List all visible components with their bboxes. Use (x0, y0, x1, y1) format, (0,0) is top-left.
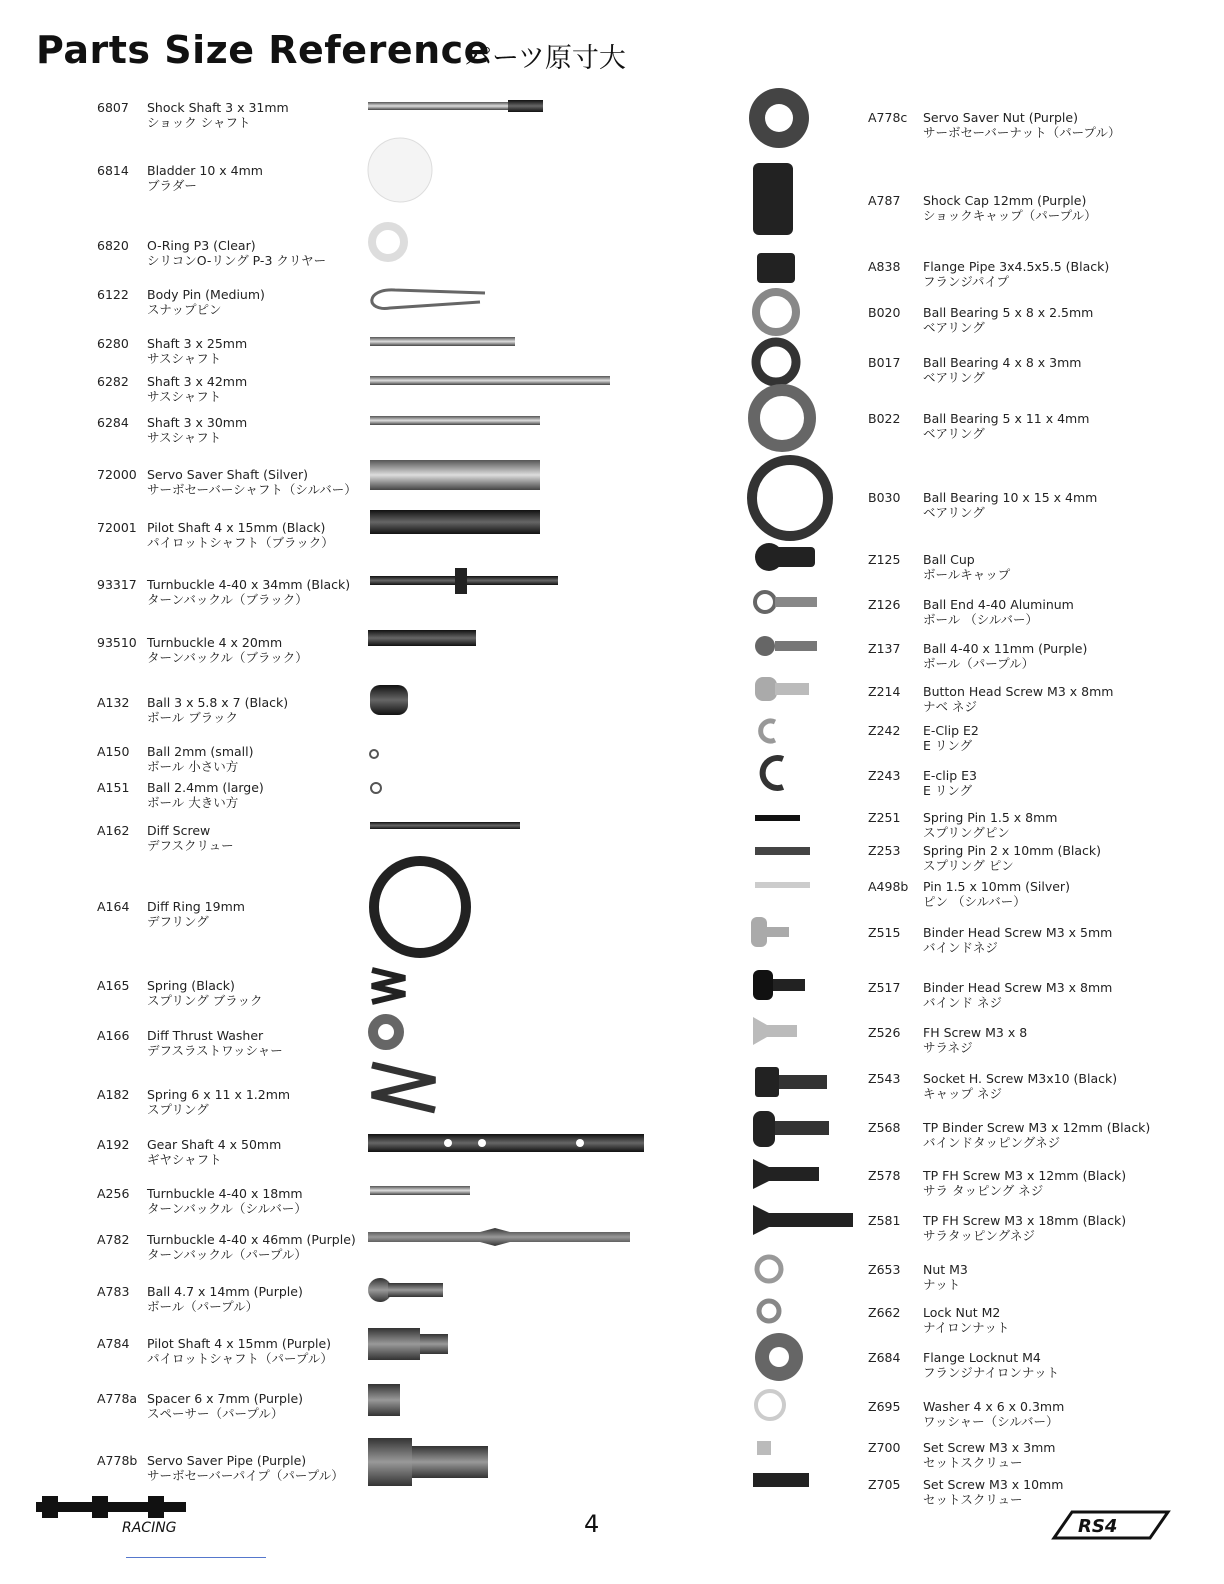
part-code: A783 (97, 1284, 130, 1299)
part-description (147, 1186, 307, 1216)
part-name-jp: ショックキャップ（パープル） (923, 208, 1097, 223)
tp-fh-part (753, 1159, 819, 1189)
part-code: A166 (97, 1028, 130, 1043)
part-name: Ball 4-40 x 11mm (Purple) (923, 641, 1088, 656)
part-name: FH Screw M3 x 8 (923, 1025, 1028, 1040)
part-name: Diff Ring 19mm (147, 899, 245, 914)
part-description (923, 597, 1074, 627)
part-code: Z526 (868, 1025, 901, 1040)
part-code: B020 (868, 305, 901, 320)
part-description (923, 193, 1097, 223)
shaft-part (370, 376, 610, 385)
pilot-purple-part (368, 1328, 420, 1360)
part-name: Gear Shaft 4 x 50mm (147, 1137, 282, 1152)
part-description (923, 305, 1093, 335)
part-description (147, 1028, 283, 1058)
part-code: A165 (97, 978, 130, 993)
ball-end-part (755, 592, 775, 612)
part-code: Z125 (868, 552, 901, 567)
part-description (923, 1305, 1009, 1335)
lock-nut-part (759, 1301, 779, 1321)
part-name-jp: デフスクリュー (147, 838, 234, 853)
part-code: 72001 (97, 520, 137, 535)
part-name-jp: ターンバックル（パープル） (147, 1247, 307, 1262)
part-name-jp: デフスラストワッシャー (147, 1043, 283, 1058)
part-description (923, 490, 1097, 520)
part-description (147, 336, 247, 366)
binder-screw-part (751, 917, 767, 947)
part-code: 72000 (97, 467, 137, 482)
part-description (147, 744, 253, 774)
pin-part (755, 847, 810, 855)
hpi-racing-logo (36, 1496, 206, 1536)
part-name: Bladder 10 x 4mm (147, 163, 263, 178)
part-name: E-clip E3 (923, 768, 977, 783)
part-name-jp: ナット (923, 1277, 961, 1292)
part-name-jp: ナイロンナット (923, 1320, 1010, 1335)
part-name-jp: ベアリング (923, 320, 985, 335)
part-name: Set Screw M3 x 10mm (923, 1477, 1064, 1492)
part-code: A784 (97, 1336, 130, 1351)
part-name-jp: サスシャフト (147, 389, 222, 404)
pilot-shaft-part (370, 510, 540, 534)
part-name: Body Pin (Medium) (147, 287, 265, 302)
shock-cap-part (753, 163, 793, 235)
part-name: Set Screw M3 x 3mm (923, 1440, 1056, 1455)
part-name-jp: サーボセーバーシャフト（シルバー） (147, 482, 357, 497)
part-description (147, 695, 288, 725)
part-name: Flange Locknut M4 (923, 1350, 1041, 1365)
part-description (147, 287, 265, 317)
fh-screw-part (753, 1017, 797, 1045)
part-description (923, 879, 1070, 909)
turnbuckle-short-part (368, 630, 476, 646)
part-name: Spring 6 x 11 x 1.2mm (147, 1087, 291, 1102)
part-description (147, 1391, 303, 1421)
part-description (147, 635, 308, 665)
part-name-jp: スプリング (147, 1102, 209, 1117)
page-title-jp: パーツ原寸大 (465, 43, 626, 74)
part-description (147, 577, 350, 607)
part-code: A778b (97, 1453, 138, 1468)
part-name-jp: ショック シャフト (147, 115, 251, 130)
part-name: Ball 4.7 x 14mm (Purple) (147, 1284, 303, 1299)
part-description (147, 415, 247, 445)
part-code: 93317 (97, 577, 137, 592)
part-description (923, 1262, 968, 1292)
part-name: Ball Bearing 4 x 8 x 3mm (923, 355, 1082, 370)
part-code: A162 (97, 823, 130, 838)
part-code: Z517 (868, 980, 901, 995)
part-description (147, 1137, 281, 1167)
part-name: Servo Saver Nut (Purple) (923, 110, 1078, 125)
part-name: Turnbuckle 4-40 x 34mm (Black) (147, 577, 351, 592)
body-pin-part (372, 290, 485, 309)
part-name-jp: バインドネジ (923, 940, 998, 955)
svg-text:RS4: RS4 (1078, 1516, 1118, 1537)
part-name-jp: スナップピン (147, 302, 222, 317)
part-code: A132 (97, 695, 130, 710)
left-parts-illustrations (360, 90, 660, 1510)
part-code: 6122 (97, 287, 129, 302)
binder-screw-part (753, 970, 773, 1000)
shaft-part (370, 337, 515, 346)
part-name-jp: スプリングピン (923, 825, 1010, 840)
part-name: Spring Pin 2 x 10mm (Black) (923, 843, 1102, 858)
part-description (147, 100, 289, 130)
diff-screw-part (370, 822, 520, 829)
part-description (147, 823, 234, 853)
part-name-jp: セットスクリュー (923, 1492, 1023, 1507)
part-code: A164 (97, 899, 130, 914)
shaft-part (370, 416, 540, 425)
part-name: Binder Head Screw M3 x 8mm (923, 980, 1113, 995)
part-name-jp: サラタッピングネジ (923, 1228, 1036, 1243)
part-description (147, 1087, 290, 1117)
part-name-jp: ボール ブラック (147, 710, 238, 725)
part-name: Flange Pipe 3x4.5x5.5 (Black) (923, 259, 1110, 274)
part-name: Ball 3 x 5.8 x 7 (Black) (147, 695, 289, 710)
small-ball-part (370, 750, 378, 758)
bearing-part (756, 342, 796, 382)
part-description (147, 467, 357, 497)
part-code: Z543 (868, 1071, 901, 1086)
set-screw-part (753, 1473, 809, 1487)
part-description (147, 1284, 303, 1314)
part-name: Ball Bearing 10 x 15 x 4mm (923, 490, 1098, 505)
part-name: Shaft 3 x 42mm (147, 374, 248, 389)
part-name: Servo Saver Pipe (Purple) (147, 1453, 307, 1468)
part-description (923, 1120, 1150, 1150)
part-code: 6820 (97, 238, 129, 253)
part-description (923, 1477, 1063, 1507)
part-code: Z253 (868, 843, 901, 858)
part-code: 93510 (97, 635, 137, 650)
part-code: Z695 (868, 1399, 901, 1414)
part-name-jp: デフリング (147, 914, 209, 929)
part-name: O-Ring P3 (Clear) (147, 238, 256, 253)
part-name: Servo Saver Shaft (Silver) (147, 467, 309, 482)
part-description (147, 520, 334, 550)
pin-part (755, 882, 810, 888)
part-name-jp: スプリング ブラック (147, 993, 263, 1008)
part-code: Z653 (868, 1262, 901, 1277)
part-description (923, 641, 1087, 671)
part-description (147, 238, 326, 268)
part-name-jp: サラ タッピング ネジ (923, 1183, 1044, 1198)
part-name: TP FH Screw M3 x 12mm (Black) (923, 1168, 1127, 1183)
part-code: B030 (868, 490, 901, 505)
part-name-jp: スプリング ピン (923, 858, 1014, 873)
part-code: A498b (868, 879, 909, 894)
button-screw-part (755, 677, 777, 701)
small-ball-part (371, 783, 381, 793)
part-name: Washer 4 x 6 x 0.3mm (923, 1399, 1065, 1414)
part-name-jp: ギヤシャフト (147, 1152, 222, 1167)
turnbuckle-silver-part (370, 1186, 470, 1195)
part-name-jp: バインドタッピングネジ (923, 1135, 1061, 1150)
part-name: E-Clip E2 (923, 723, 979, 738)
part-description (923, 259, 1109, 289)
part-name: Turnbuckle 4 x 20mm (147, 635, 283, 650)
part-name-jp: ベアリング (923, 370, 985, 385)
pin-part (755, 815, 800, 821)
part-code: 6814 (97, 163, 129, 178)
part-code: B017 (868, 355, 901, 370)
part-code: A256 (97, 1186, 130, 1201)
part-name-jp: ターンバックル（ブラック） (147, 650, 308, 665)
nut-part (757, 1257, 781, 1281)
part-description (923, 1350, 1059, 1380)
part-name: Shock Shaft 3 x 31mm (147, 100, 289, 115)
tp-binder-part (753, 1111, 775, 1147)
part-name: TP FH Screw M3 x 18mm (Black) (923, 1213, 1127, 1228)
part-name: Spring (Black) (147, 978, 235, 993)
part-name-jp: パイロットシャフト（パープル） (147, 1351, 333, 1366)
part-code: Z214 (868, 684, 901, 699)
part-name: Ball Bearing 5 x 11 x 4mm (923, 411, 1090, 426)
part-name-jp: サーボセーバーパイプ（パープル） (147, 1468, 344, 1483)
part-description (147, 1232, 356, 1262)
part-description (923, 1213, 1126, 1243)
part-name-jp: シリコンO-リング P-3 クリヤー (147, 253, 327, 268)
part-name-jp: ボール 大きい方 (147, 795, 239, 810)
part-name-jp: サーボセーバーナット（パープル） (923, 125, 1121, 140)
part-name-jp: サスシャフト (147, 430, 222, 445)
rs4-rally-logo (1050, 1508, 1172, 1542)
part-name: Shaft 3 x 25mm (147, 336, 248, 351)
part-code: Z515 (868, 925, 901, 940)
tp-fh-long-part (753, 1205, 853, 1235)
spring-part (372, 1065, 435, 1110)
ball-black-part (370, 685, 408, 715)
part-code: A151 (97, 780, 130, 795)
part-name: Turnbuckle 4-40 x 18mm (147, 1186, 303, 1201)
bladder-part (368, 138, 432, 202)
part-name-jp: ターンバックル（シルバー） (147, 1201, 307, 1216)
part-name: Ball 2.4mm (large) (147, 780, 264, 795)
page-title: Parts Size Reference (36, 28, 490, 72)
part-name: Diff Screw (147, 823, 211, 838)
spring-small-part (372, 970, 405, 1002)
part-name: Pin 1.5 x 10mm (Silver) (923, 879, 1070, 894)
part-name-jp: フランジパイプ (923, 274, 1009, 289)
part-name: Turnbuckle 4-40 x 46mm (Purple) (147, 1232, 356, 1247)
part-name-jp: ボールキャップ (923, 567, 1011, 582)
part-code: Z662 (868, 1305, 901, 1320)
part-name-jp: ベアリング (923, 505, 985, 520)
part-code: A782 (97, 1232, 130, 1247)
svg-text:RACING: RACING (122, 1520, 177, 1536)
link-underline (126, 1557, 266, 1558)
part-code: Z568 (868, 1120, 901, 1135)
gear-shaft-part (368, 1134, 644, 1152)
part-name-jp: ナベ ネジ (923, 699, 977, 714)
part-name: Ball End 4-40 Aluminum (923, 597, 1074, 612)
part-name: TP Binder Screw M3 x 12mm (Black) (923, 1120, 1151, 1135)
part-name-jp: E リング (923, 738, 973, 753)
part-description (923, 355, 1081, 385)
saver-pipe-part (368, 1438, 412, 1486)
part-code: Z700 (868, 1440, 901, 1455)
part-name-jp: ボール 小さい方 (147, 759, 239, 774)
part-name-jp: ボール （シルバー） (923, 612, 1039, 627)
eclip-part (761, 721, 775, 741)
bearing-part (752, 460, 828, 536)
part-description (923, 810, 1057, 840)
part-name-jp: パイロットシャフト（ブラック） (147, 535, 334, 550)
part-name: Nut M3 (923, 1262, 968, 1277)
ball-end-part (755, 636, 775, 656)
part-description (923, 1399, 1064, 1429)
part-name: Lock Nut M2 (923, 1305, 1001, 1320)
right-parts-illustrations (745, 85, 865, 1505)
part-name: Spacer 6 x 7mm (Purple) (147, 1391, 304, 1406)
part-description (923, 925, 1112, 955)
part-code: Z581 (868, 1213, 901, 1228)
part-code: Z137 (868, 641, 901, 656)
washer-thin-part (756, 1391, 784, 1419)
part-name: Ball Bearing 5 x 8 x 2.5mm (923, 305, 1094, 320)
o-ring-part (372, 226, 404, 258)
part-description (147, 1453, 344, 1483)
bearing-part (754, 390, 810, 446)
part-name-jp: ピン （シルバー） (923, 894, 1026, 909)
part-description (923, 1168, 1126, 1198)
part-description (147, 1336, 333, 1366)
part-description (147, 163, 263, 193)
part-description (923, 843, 1101, 873)
part-code: Z251 (868, 810, 901, 825)
part-name-jp: バインド ネジ (923, 995, 1002, 1010)
part-description (923, 110, 1121, 140)
set-screw-part (757, 1441, 771, 1455)
part-code: A192 (97, 1137, 130, 1152)
part-name: Ball Cup (923, 552, 975, 567)
part-name-jp: サスシャフト (147, 351, 222, 366)
part-name-jp: サラネジ (923, 1040, 973, 1055)
part-name-jp: E リング (923, 783, 973, 798)
part-name: Binder Head Screw M3 x 5mm (923, 925, 1113, 940)
part-code: A182 (97, 1087, 130, 1102)
part-code: Z242 (868, 723, 901, 738)
part-name: Button Head Screw M3 x 8mm (923, 684, 1114, 699)
part-name: Ball 2mm (small) (147, 744, 254, 759)
part-description (147, 978, 262, 1008)
socket-screw-part (755, 1067, 779, 1097)
part-name-jp: ワッシャー（シルバー） (923, 1414, 1059, 1429)
part-name: Shaft 3 x 30mm (147, 415, 248, 430)
part-code: Z705 (868, 1477, 901, 1492)
part-description (923, 723, 979, 753)
part-code: 6280 (97, 336, 129, 351)
part-code: 6282 (97, 374, 129, 389)
part-description (923, 411, 1089, 441)
part-name-jp: ベアリング (923, 426, 985, 441)
part-description (923, 768, 977, 798)
part-description (923, 684, 1113, 714)
part-name: Pilot Shaft 4 x 15mm (Purple) (147, 1336, 332, 1351)
part-code: Z578 (868, 1168, 901, 1183)
part-code: 6284 (97, 415, 129, 430)
part-code: A150 (97, 744, 130, 759)
part-name-jp: ボール（パープル） (923, 656, 1035, 671)
part-name: Diff Thrust Washer (147, 1028, 264, 1043)
part-name: Socket H. Screw M3x10 (Black) (923, 1071, 1118, 1086)
part-name-jp: セットスクリュー (923, 1455, 1023, 1470)
part-description (147, 899, 245, 929)
washer-part (373, 1019, 399, 1045)
diff-ring-part (374, 861, 466, 953)
part-name-jp: フランジナイロンナット (923, 1365, 1060, 1380)
part-description (147, 374, 247, 404)
part-name: Shock Cap 12mm (Purple) (923, 193, 1087, 208)
spacer-part (368, 1384, 400, 1416)
part-code: A778a (97, 1391, 138, 1406)
part-description (923, 1440, 1055, 1470)
part-name-jp: ボール（パープル） (147, 1299, 259, 1314)
part-description (923, 980, 1112, 1010)
part-description (923, 1071, 1117, 1101)
part-code: Z126 (868, 597, 901, 612)
part-code: A787 (868, 193, 901, 208)
part-code: 6807 (97, 100, 129, 115)
part-code: A838 (868, 259, 901, 274)
part-name-jp: ブラダー (147, 178, 197, 193)
servo-shaft-part (370, 460, 540, 490)
eclip-part (763, 758, 783, 788)
part-name-jp: スペーサー（パープル） (147, 1406, 284, 1421)
part-description (147, 780, 264, 810)
part-name-jp: ターンバックル（ブラック） (147, 592, 308, 607)
turnbuckle-long-part (368, 1228, 630, 1246)
part-name: Spring Pin 1.5 x 8mm (923, 810, 1058, 825)
bearing-part (756, 292, 796, 332)
part-code: A778c (868, 110, 908, 125)
part-code: B022 (868, 411, 901, 426)
page-number: 4 (584, 1510, 600, 1538)
part-name-jp: キャップ ネジ (923, 1086, 1002, 1101)
part-description (923, 1025, 1027, 1055)
flange-pipe-part (757, 253, 795, 283)
part-code: Z243 (868, 768, 901, 783)
part-description (923, 552, 1010, 582)
part-code: Z684 (868, 1350, 901, 1365)
part-name: Pilot Shaft 4 x 15mm (Black) (147, 520, 326, 535)
